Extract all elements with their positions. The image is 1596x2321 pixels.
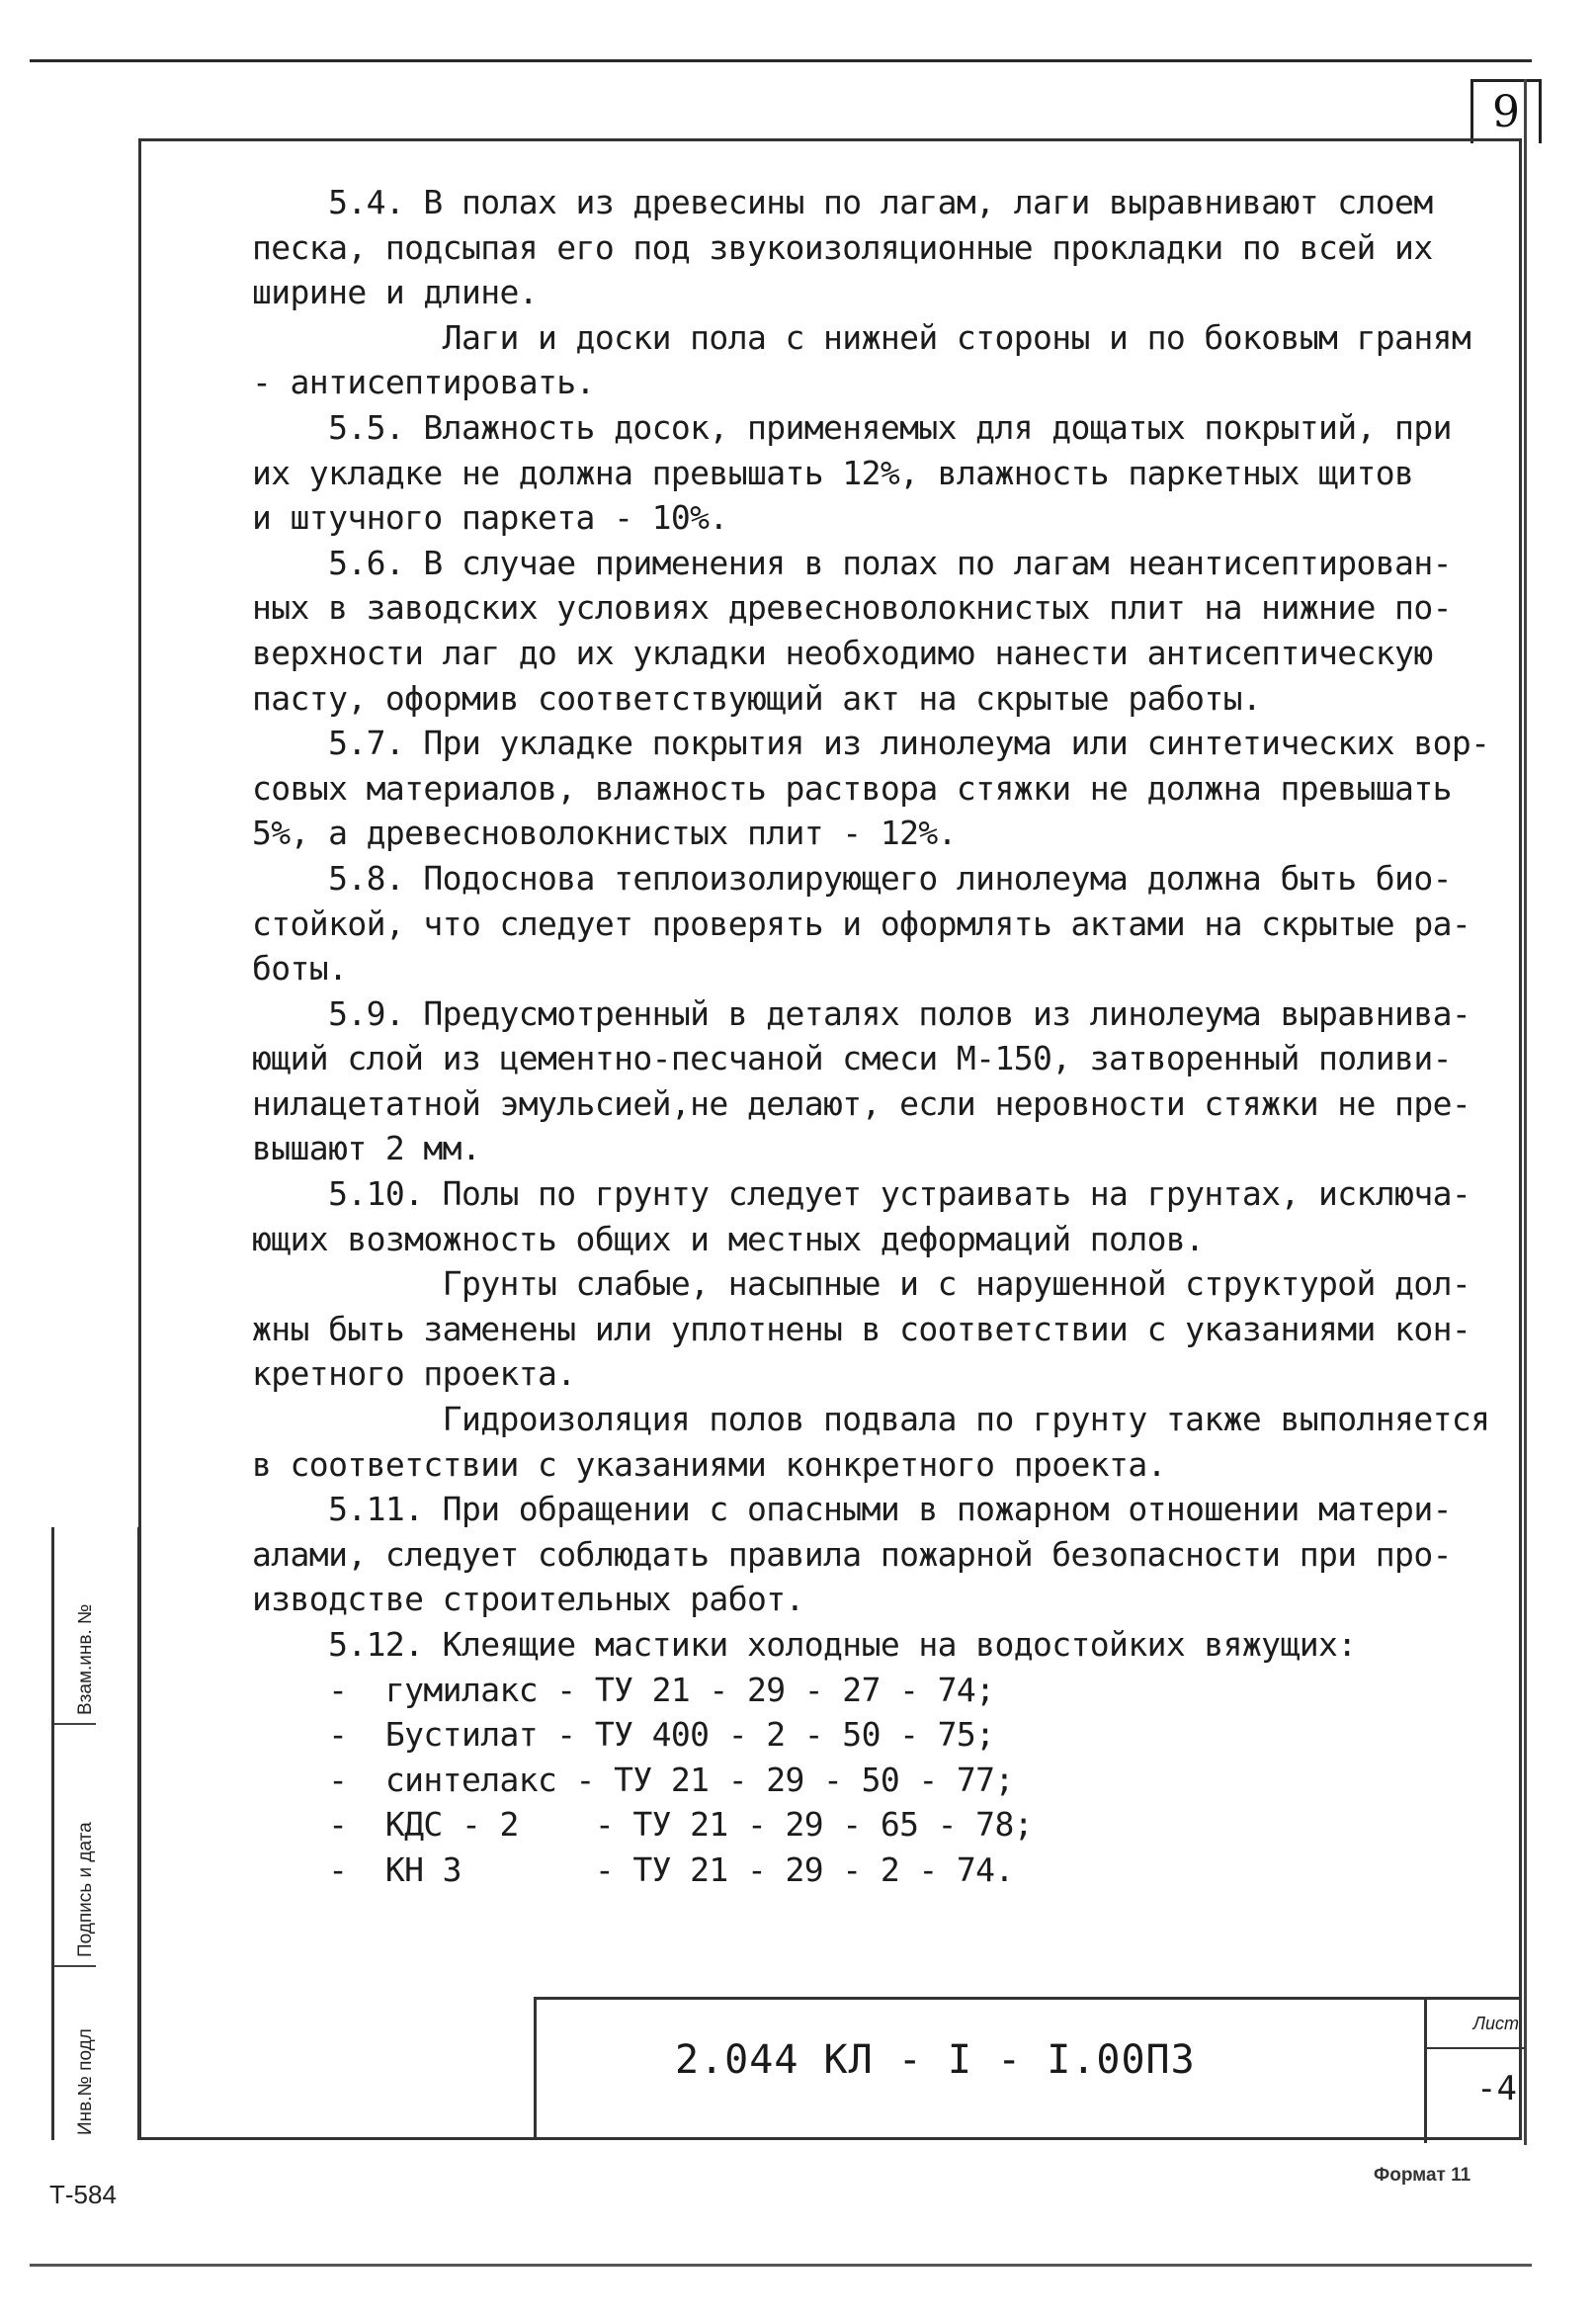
side-cell-podpis (54, 1725, 96, 1967)
side-cell-inv (54, 1967, 96, 2140)
text-line: нилацетатной эмульсией,не делают, если неровности стяжки не пре- (252, 1083, 1471, 1123)
bottom-border-line (30, 2264, 1532, 2267)
document-code: 2.044 КЛ - I - I.00ПЗ (675, 2037, 1196, 2083)
format-label: Формат 11 (1374, 2165, 1471, 2186)
text-line: - гумилакс - ТУ 21 - 29 - 27 - 74; (252, 1670, 995, 1709)
side-stamp (51, 1527, 140, 2140)
sheet-cell (1424, 2000, 1525, 2143)
text-line: 5.4. В полах из древесины по лагам, лаги выравнивают слоем (252, 183, 1433, 221)
text-line: верхности лаг до их укладки необходимо нанести антисептическую (252, 633, 1433, 672)
text-line: 5.6. В случае применения в полах по лагам неантисептирован- (252, 543, 1452, 582)
text-line: стойкой, что следует проверять и оформлять актами на скрытые ра- (252, 903, 1471, 943)
text-line: и штучного паркета - 10%. (252, 498, 728, 538)
text-line: ющий слой из цементно-песчаной смеси М-150, затворенный поливи- (252, 1039, 1452, 1078)
sheet-code: Т-584 (49, 2180, 117, 2209)
text-line: 5.11. При обращении с опасными в пожарном отношении матери- (252, 1490, 1452, 1529)
text-line: Лаги и доски пола с нижней стороны и по боковым граням (252, 317, 1471, 357)
text-line: - синтелакс - ТУ 21 - 29 - 50 - 77; (252, 1760, 1014, 1799)
sheet-label: Лист (1427, 2000, 1525, 2049)
text-line: - Бустилат - ТУ 400 - 2 - 50 - 75; (252, 1715, 995, 1755)
top-border-line (30, 59, 1532, 62)
text-line: жны быть заменены или уплотнены в соответствии с указаниями кон- (252, 1309, 1471, 1348)
document-body (252, 180, 1507, 1893)
text-line: 5.5. Влажность досок, применяемых для дощатых покрытий, при (252, 407, 1452, 447)
side-label-inv: Инв.№ подл (75, 2028, 96, 2135)
text-line: 5.12. Клеящие мастики холодные на водостойких вяжущих: (252, 1625, 1357, 1664)
sheet-number: -4 (1476, 2069, 1517, 2108)
text-line: 5.7. При укладке покрытия из линолеума или синтетических вор- (252, 724, 1490, 763)
text-line: Гидроизоляция полов подвала по грунту также выполняется (252, 1400, 1490, 1439)
text-line: 5.10. Полы по грунту следует устраивать на грунтах, исключа- (252, 1174, 1471, 1214)
text-line: ных в заводских условиях древесноволокнистых плит на нижние по- (252, 588, 1452, 628)
text-line: - КДС - 2 - ТУ 21 - 29 - 65 - 78; (252, 1805, 1033, 1845)
text-line: 5.9. Предусмотренный в деталях полов из линолеума выравнива- (252, 993, 1471, 1033)
text-line: алами, следует соблюдать правила пожарной безопасности при про- (252, 1534, 1452, 1574)
text-line: Грунты слабые, насыпные и с нарушенной структурой дол- (252, 1264, 1471, 1304)
text-line: совых материалов, влажность раствора стяжки не должна превышать (252, 768, 1452, 808)
title-block (534, 1997, 1522, 2140)
side-cell-vzam (54, 1527, 96, 1725)
text-line: - антисептировать. (252, 363, 595, 402)
side-label-vzam: Взам.инв. № (75, 1603, 96, 1715)
text-line: кретного проекта. (252, 1354, 576, 1394)
text-line: вышают 2 мм. (252, 1129, 481, 1168)
text-line: их укладке не должна превышать 12%, влажность паркетных щитов (252, 453, 1414, 492)
frame-outer-right-line (1524, 79, 1527, 2145)
text-line: 5%, а древесноволокнистых плит - 12%. (252, 814, 957, 853)
text-line: в соответствии с указаниями конкретного проекта. (252, 1444, 1166, 1484)
text-line: ющих возможность общих и местных деформаций полов. (252, 1219, 1205, 1258)
side-label-podpis: Подпись и дата (75, 1822, 96, 1957)
page-number: 9 (1470, 79, 1542, 143)
text-line: ширине и длине. (252, 273, 539, 312)
text-line: - КН 3 - ТУ 21 - 29 - 2 - 74. (252, 1849, 1014, 1889)
text-line: песка, подсыпая его под звукоизоляционные прокладки по всей их (252, 227, 1433, 267)
text-line: изводстве строительных работ. (252, 1580, 804, 1619)
text-line: боты. (252, 949, 348, 989)
text-line: 5.8. Подоснова теплоизолирующего линолеума должна быть био- (252, 858, 1452, 898)
text-line: пасту, оформив соответствующий акт на скрытые работы. (252, 678, 1262, 718)
